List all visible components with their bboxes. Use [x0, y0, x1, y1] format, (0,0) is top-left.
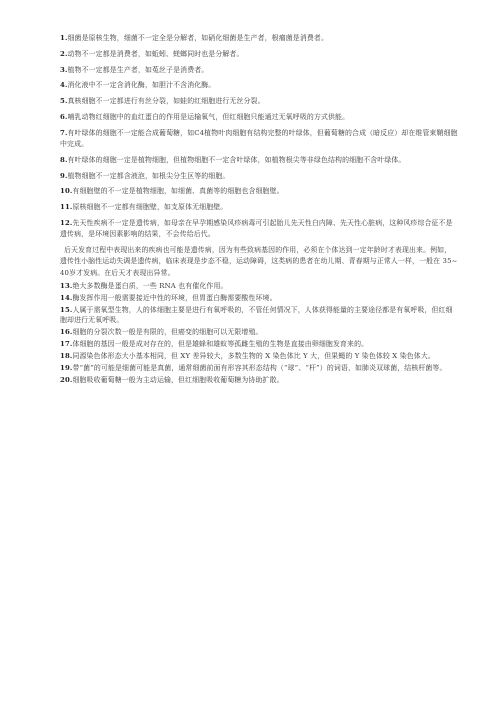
list-item	[60, 80, 458, 91]
list-item	[60, 375, 458, 385]
item-text: 人属于需氧型生物，人的体细胞主要是进行有氧呼吸的，不管任何情况下，人体获得能量的主要途径都是有氧呼吸，但红细胞却进行无氧呼吸。	[60, 305, 453, 325]
item-number: 20.	[60, 376, 73, 385]
item-number: 18.	[60, 352, 73, 361]
list-item	[60, 96, 458, 107]
item-number: 4.	[60, 81, 68, 90]
list-item	[60, 339, 458, 349]
item-number: 15.	[60, 305, 73, 314]
item-text: 真核细胞不一定都进行有丝分裂，如蛙的红细胞进行无丝分裂。	[67, 97, 265, 106]
list-item	[60, 202, 458, 213]
item-number: 14.	[60, 293, 73, 302]
item-number: 6.	[60, 112, 68, 121]
item-number: 3.	[60, 65, 68, 74]
item-number: 8.	[60, 155, 68, 164]
item-number: 12.	[60, 219, 73, 228]
paragraph	[60, 245, 458, 279]
item-text: 同源染色体形态大小基本相同，但 XY 差异较大，多数生物的 X 染色体比 Y 大，但果蝇的 Y 染色体较 X 染色体大。	[72, 352, 435, 361]
list-item	[60, 128, 458, 151]
item-text: 有叶绿体的细胞不一定能合成葡萄糖，如C4植物叶肉细胞有结构完整的叶绿体，但葡萄糖的合成（暗反应）却在维管束鞘细胞中完成。	[60, 128, 458, 149]
item-text: 消化液中不一定含消化酶，如胆汁不含消化酶。	[67, 81, 216, 90]
list-item	[60, 218, 458, 241]
item-text: 有细胞壁的不一定是植物细胞，如细菌、真菌等的细胞也含细胞壁。	[72, 187, 284, 196]
item-text: 体细胞的基因一般是成对存在的，但是雄蜂和雄蚁等孤雌生殖的生物是直接由卵细胞发育来的。	[72, 340, 369, 349]
item-text: 动物不一定都是消费者，如蚯蚓、蜣螂同时也是分解者。	[67, 49, 244, 58]
item-text: 先天性疾病不一定是遗传病，如母亲在早孕期感染风疹病毒可引起胎儿先天性白内障、先天性心脏病，这种风疹综合征不是遗传病，是环境因素影响的结果，不会传给后代。	[60, 219, 453, 239]
item-text: 酶发挥作用一般需要接近中性的环境，但胃蛋白酶需要酸性环境。	[72, 293, 277, 302]
list-item	[60, 327, 458, 337]
item-text: 细菌是原核生物，细菌不一定全是分解者，如硝化细菌是生产者，根瘤菌是消费者。	[67, 34, 328, 42]
list-item	[60, 293, 458, 303]
list-item	[60, 305, 458, 326]
list-item	[60, 281, 458, 291]
item-number: 2.	[60, 49, 68, 58]
item-text: 带“菌”的可能是细菌可能是真菌，通常细菌前面有形容其形态结构（“球”、“杆”）的词语，如肺炎双球菌，结核杆菌等。	[72, 364, 447, 373]
item-text: 植物不一定都是生产者，如菟丝子是消费者。	[67, 65, 209, 74]
list-item	[60, 65, 458, 76]
item-number: 9.	[60, 171, 68, 180]
item-text: 绝大多数酶是蛋白质，一些 RNA 也有催化作用。	[72, 281, 228, 290]
item-number: 10.	[60, 187, 73, 196]
list-item	[60, 112, 458, 123]
item-text: 细胞吸收葡萄糖一般为主动运输，但红细胞吸收葡萄糖为协助扩散。	[72, 376, 284, 385]
item-text: 植物细胞不一定都含液泡，如根尖分生区等的细胞。	[67, 171, 230, 180]
item-number: 17.	[60, 340, 73, 349]
list-item	[60, 155, 458, 166]
list-item	[60, 351, 458, 361]
list-item	[60, 186, 458, 197]
item-number: 1.	[60, 34, 68, 42]
item-number: 19.	[60, 364, 73, 373]
item-text: 哺乳动物红细胞中的血红蛋白的作用是运输氧气，但红细胞只能通过无氧呼吸的方式供能。	[67, 112, 350, 121]
list-item	[60, 33, 458, 44]
item-text: 细胞的分裂次数一般是有限的，但癌变的细胞可以无限增殖。	[72, 328, 263, 337]
item-number: 13.	[60, 281, 73, 290]
list-item	[60, 363, 458, 373]
list-item	[60, 171, 458, 182]
item-number: 5.	[60, 97, 68, 106]
list-item	[60, 49, 458, 60]
item-number: 11.	[60, 203, 73, 212]
item-text: 有叶绿体的细胞一定是植物细胞，但植物细胞不一定含叶绿体，如植物根尖等非绿色结构的细胞不含叶绿体。	[67, 155, 406, 164]
item-number: 16.	[60, 328, 73, 337]
item-number: 7.	[60, 128, 68, 137]
item-text: 原核细胞不一定都有细胞壁，如支原体无细胞壁。	[72, 203, 228, 212]
item-text: 后天发育过程中表现出来的疾病也可能是遗传病，因为有些致病基因的作用，必须在个体达到一定年龄时才表现出来。例如，遗传性小脑性运动失调是遗传病，临床表现是步态不稳，运动障碍，这类病的患者在幼儿期、青春期与正常人一样，一般在 35~40岁才发病。在后天才表现出异常。	[60, 246, 458, 277]
